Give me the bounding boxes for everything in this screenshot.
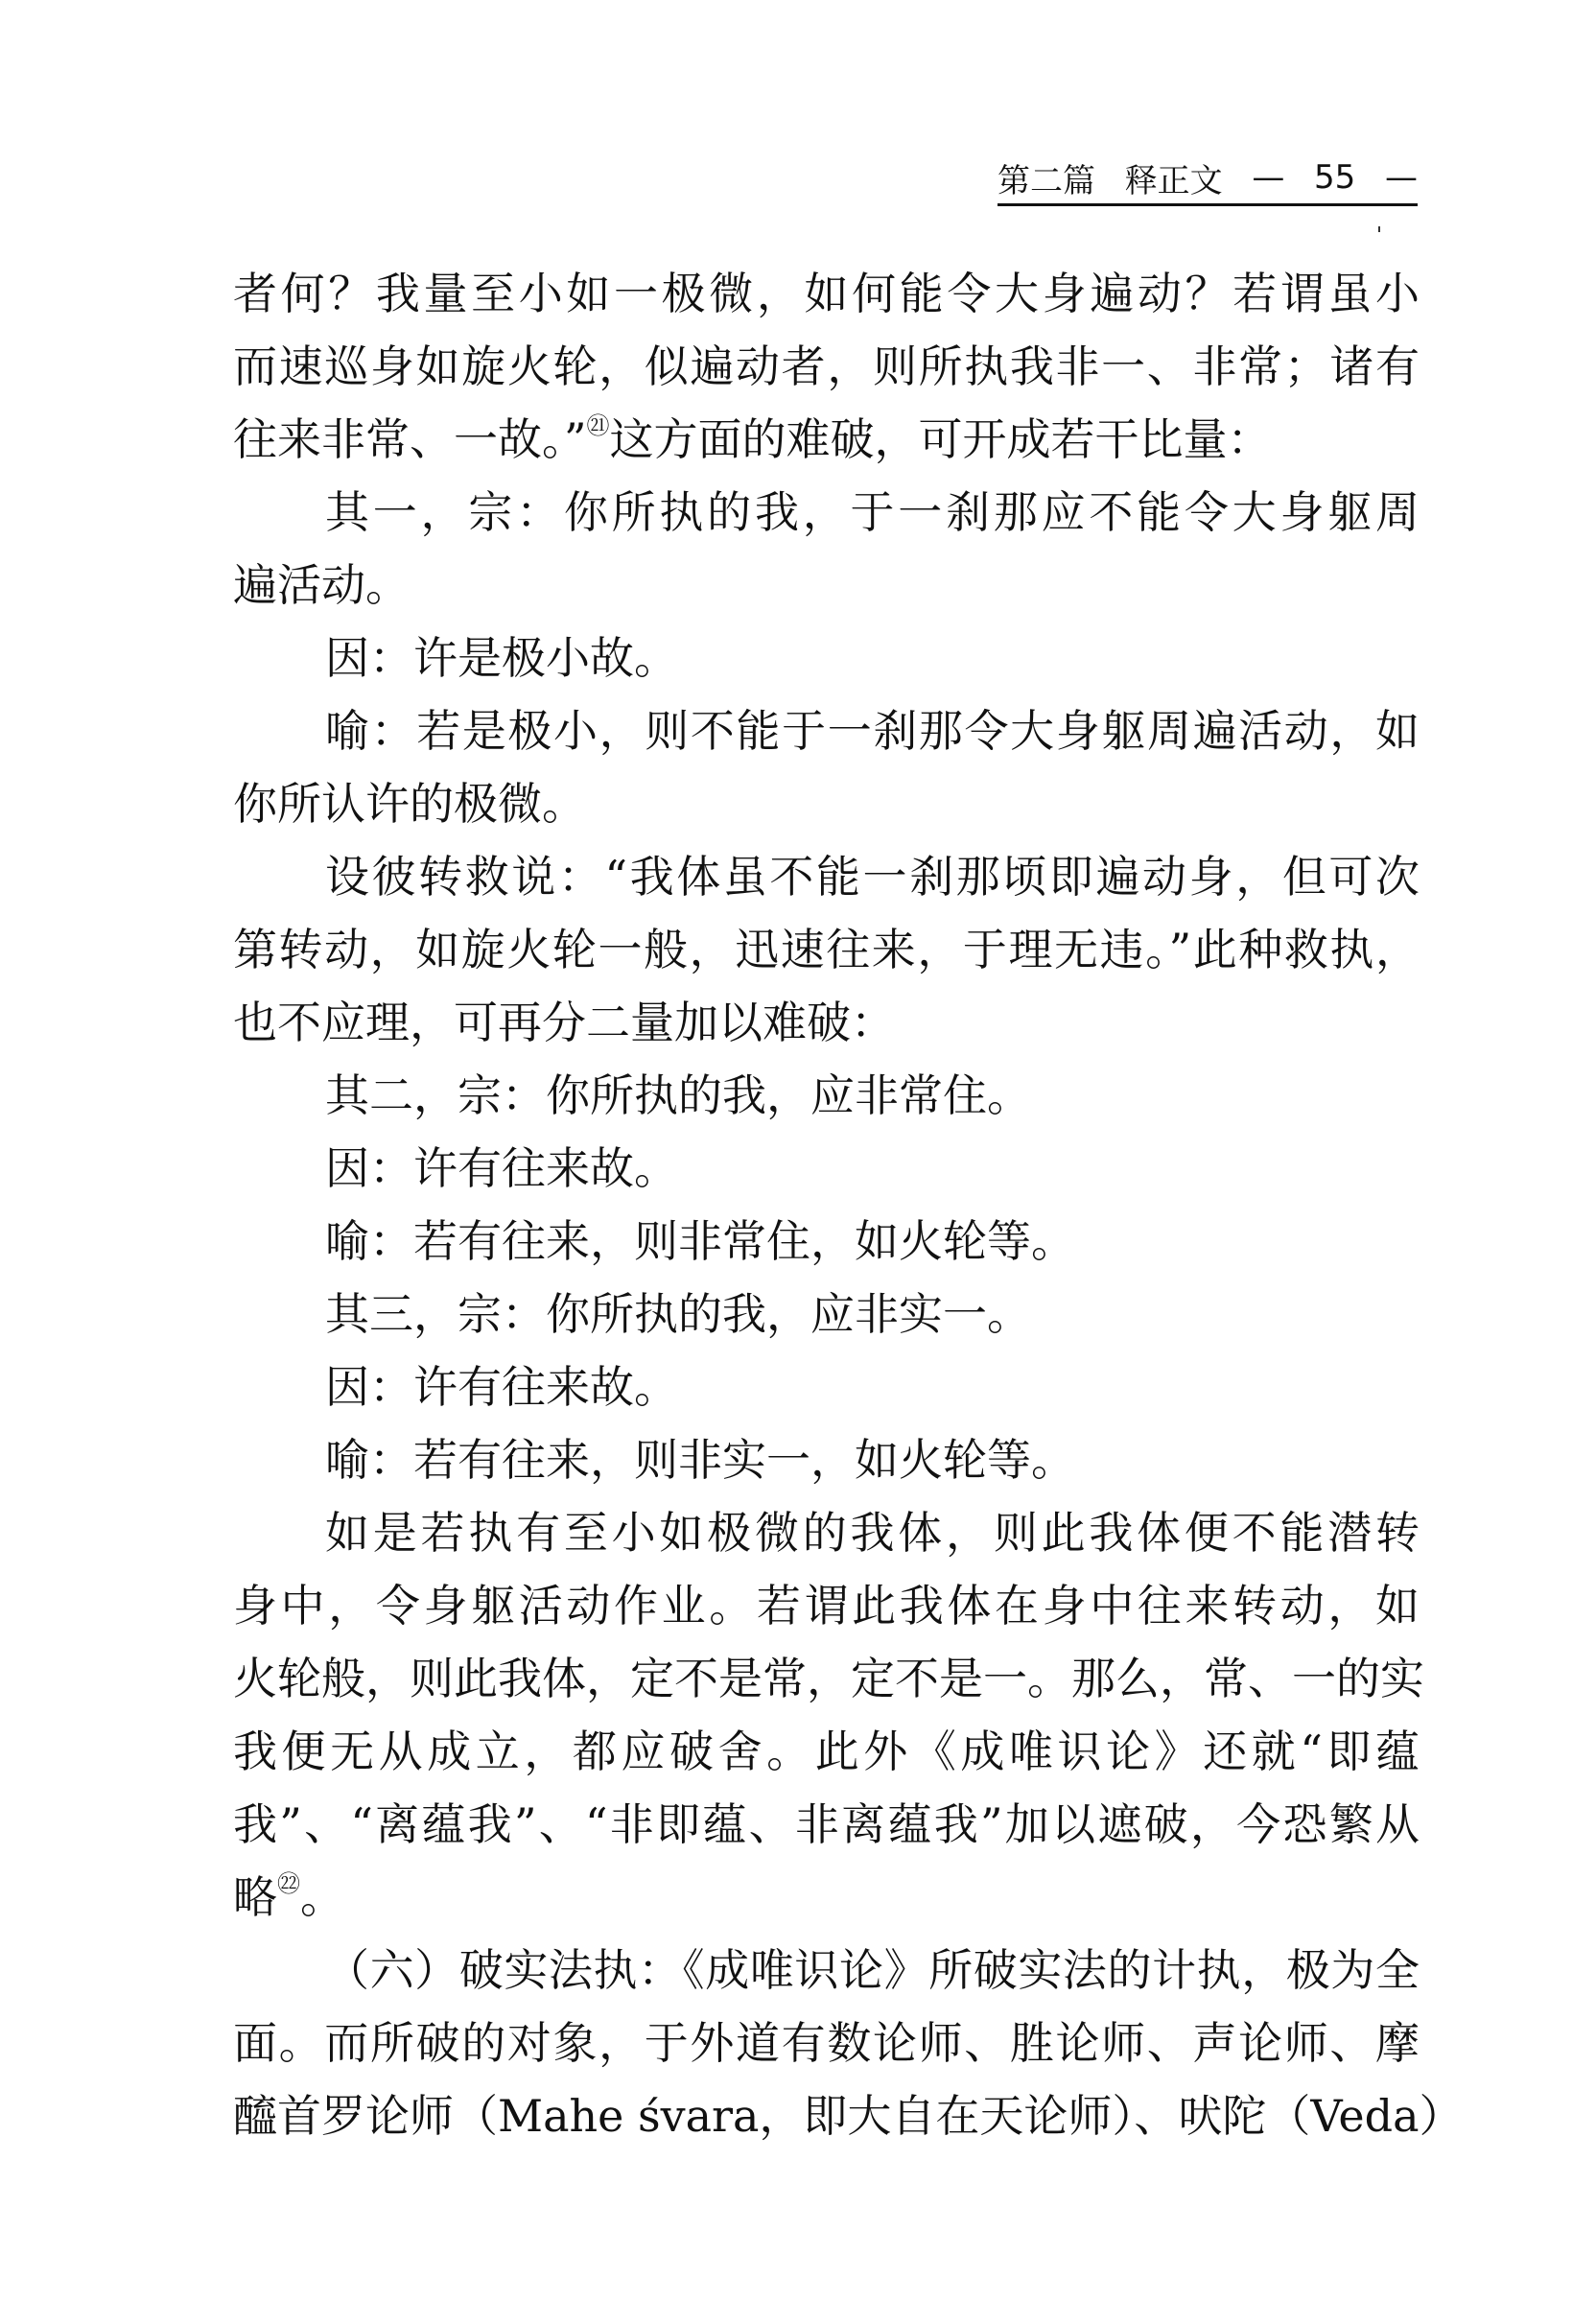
text-line [233, 1205, 1420, 1278]
header-rule [998, 203, 1418, 206]
footnote-marker: ㉒ [277, 1870, 300, 1897]
text-line [233, 913, 1420, 986]
text-segment: 面。而所破的对象，于外道有数论师、胜论师、声论师、摩 [233, 2017, 1420, 2069]
text-line [233, 330, 1420, 403]
text-segment: 往来非常、一故。” [233, 413, 587, 465]
text-segment: 喻：若有往来，则非实一，如火轮等。 [325, 1434, 1075, 1486]
text-segment: 者何？我量至小如一极微，如何能令大身遍动？若谓虽小 [233, 268, 1420, 319]
text-line [233, 767, 1420, 840]
text-segment: 其三，宗：你所执的我，应非实一。 [325, 1288, 1031, 1340]
scan-mark [1378, 226, 1380, 232]
text-line [233, 1642, 1424, 1715]
text-line [233, 840, 1420, 913]
text-line [233, 2007, 1420, 2079]
body-text [233, 257, 1464, 2152]
running-header [998, 153, 1418, 201]
header-dash-right: — [1384, 158, 1418, 197]
text-line [233, 1496, 1420, 1569]
text-segment: 遍活动。 [233, 559, 410, 611]
text-line [233, 1715, 1420, 1788]
text-segment: 略 [233, 1871, 277, 1923]
text-segment: 因：许是极小故。 [325, 632, 678, 684]
text-line [233, 2079, 1464, 2152]
text-line [233, 1861, 1420, 1934]
footnote-marker: ㉑ [586, 412, 610, 439]
text-line [233, 476, 1420, 549]
text-segment: 其二，宗：你所执的我，应非常住。 [325, 1069, 1031, 1121]
text-segment: 火轮般，则此我体，定不是常，定不是一。那么，常、一的实 [233, 1653, 1424, 1704]
text-segment: 喻：若是极小，则不能于一刹那令大身躯周遍活动，如 [325, 705, 1420, 757]
text-segment: 我”、“离蕴我”、“非即蕴、非离蕴我”加以遮破，今恐繁从 [233, 1798, 1420, 1850]
text-segment: 其一，宗：你所执的我，于一刹那应不能令大身躯周 [325, 486, 1420, 538]
text-line [233, 1278, 1420, 1350]
text-segment: 你所认许的极微。 [233, 778, 586, 830]
text-line [233, 549, 1420, 622]
text-segment: 第转动，如旋火轮一般，迅速往来，于理无违。”此种救执， [233, 924, 1420, 975]
text-line [233, 1350, 1420, 1423]
text-line [233, 1788, 1420, 1861]
text-line [233, 622, 1420, 694]
text-segment: 也不应理，可再分二量加以难破： [233, 997, 895, 1048]
text-line [233, 1423, 1420, 1496]
text-segment: 喻：若有往来，则非常住，如火轮等。 [325, 1215, 1075, 1267]
text-line [233, 1059, 1420, 1132]
text-segment: 因：许有往来故。 [325, 1361, 678, 1413]
text-line [233, 257, 1420, 330]
text-segment: 而速巡身如旋火轮，似遍动者，则所执我非一、非常；诸有 [233, 340, 1420, 392]
text-line [233, 986, 1420, 1059]
text-line [233, 1569, 1420, 1642]
text-segment: 。 [300, 1871, 344, 1923]
text-segment: 我便无从成立，都应破舍。此外《成唯识论》还就“即蕴 [233, 1726, 1420, 1777]
header-dash-left: — [1252, 158, 1285, 197]
text-segment: 因：许有往来故。 [325, 1142, 678, 1194]
header-chapter: 释正文 [1124, 161, 1223, 200]
text-segment: 设彼转救说：“我体虽不能一刹那顷即遍动身，但可次 [325, 851, 1420, 903]
text-segment: 身中，令身躯活动作业。若谓此我体在身中往来转动，如 [233, 1580, 1420, 1632]
text-line [233, 1934, 1420, 2007]
text-segment: 这方面的难破，可开成若干比量： [609, 413, 1272, 465]
page-number: 55 [1314, 158, 1356, 197]
header-section: 第二篇 [998, 161, 1095, 200]
text-line [233, 403, 1420, 476]
text-segment: 醯首罗论师（Mahe śvara，即大自在天论师）、吠陀（Veda） [233, 2090, 1464, 2142]
text-line [233, 694, 1420, 767]
text-segment: 如是若执有至小如极微的我体，则此我体便不能潜转 [325, 1507, 1420, 1559]
text-segment: （六）破实法执：《成唯识论》所破实法的计执，极为全 [325, 1944, 1420, 1996]
text-line [233, 1132, 1420, 1205]
